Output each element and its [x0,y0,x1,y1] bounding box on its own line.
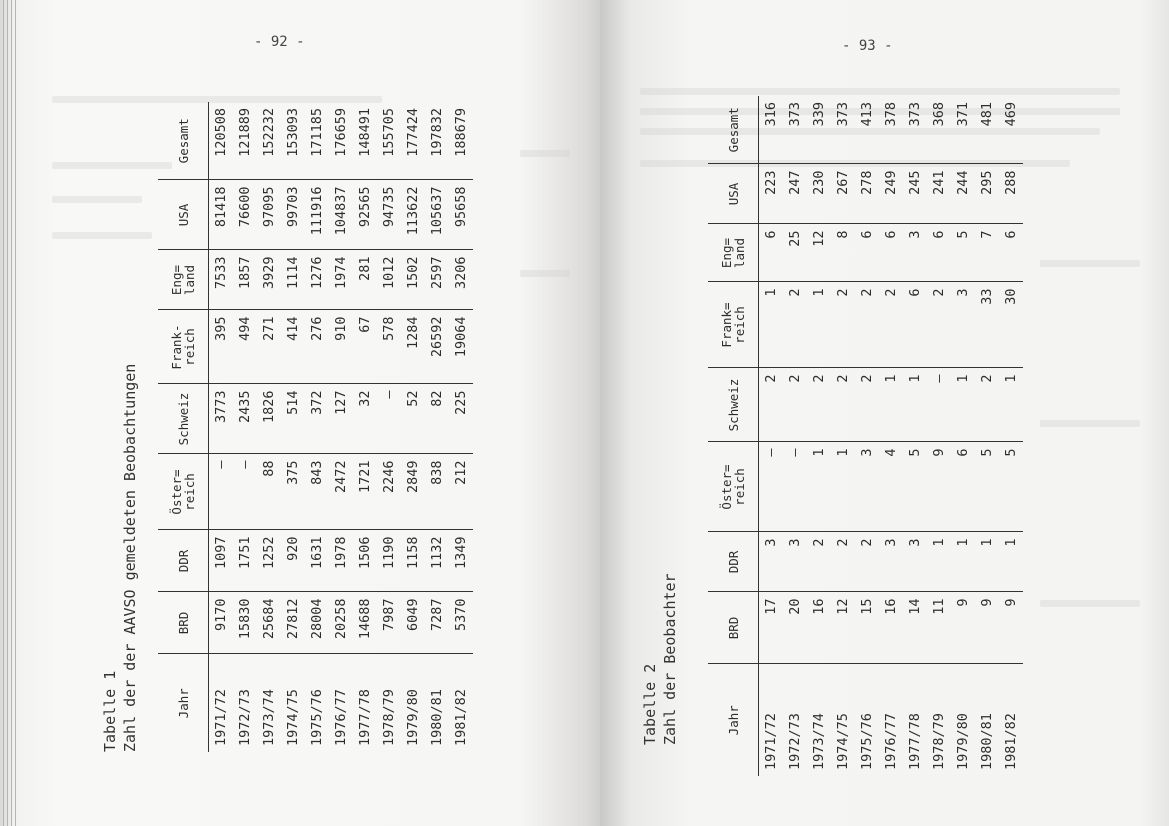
value-cell: 481 [975,96,999,164]
value-cell: 1 [951,532,975,592]
value-cell: 67 [353,310,377,384]
value-cell: 16 [807,592,831,664]
page-number: - 92 - [254,34,305,50]
year-cell: 1974/75 [831,664,855,776]
page-edge-line [7,0,8,826]
value-cell: 12 [807,224,831,282]
value-cell: 3 [855,442,879,532]
table-caption [100,364,140,752]
value-cell: – [209,454,234,530]
value-cell: 20 [783,592,807,664]
header-row [158,102,209,752]
table-row [209,102,234,752]
table-row [257,102,281,752]
value-cell: 30 [999,282,1023,368]
value-cell: 295 [975,164,999,224]
bleed-through-text [52,196,142,203]
value-cell: 99703 [281,180,305,250]
table-row [233,102,257,752]
value-cell: 121889 [233,102,257,180]
value-cell: 171185 [305,102,329,180]
value-cell: 16 [879,592,903,664]
value-cell: 177424 [401,102,425,180]
column-header: Schweiz [158,384,209,454]
bleed-through-text [52,162,172,169]
value-cell: 3 [879,532,903,592]
value-cell: 2 [879,282,903,368]
value-cell: 1097 [209,530,234,592]
value-cell: 15 [855,592,879,664]
value-cell: 1506 [353,530,377,592]
value-cell: – [233,454,257,530]
page-edge-line [15,0,16,826]
value-cell: 148491 [353,102,377,180]
column-header: Gesamt [158,102,209,180]
value-cell: 9 [999,592,1023,664]
value-cell: 17 [759,592,784,664]
value-cell: 3206 [449,250,473,310]
value-cell: 244 [951,164,975,224]
value-cell: 5370 [449,592,473,654]
value-cell: 278 [855,164,879,224]
table-observers [708,96,1023,776]
value-cell: 6 [855,224,879,282]
value-cell: 5 [999,442,1023,532]
value-cell: – [783,442,807,532]
value-cell: 2 [759,368,784,442]
table-row [807,96,831,776]
bleed-through-text [520,150,570,157]
value-cell: 92565 [353,180,377,250]
bleed-through-text [640,88,1120,95]
value-cell: 373 [903,96,927,164]
value-cell: 104837 [329,180,353,250]
value-cell: 316 [759,96,784,164]
value-cell: 6 [879,224,903,282]
table-observations [158,102,473,752]
value-cell: – [927,368,951,442]
year-cell: 1980/81 [975,664,999,776]
year-cell: 1973/74 [257,654,281,752]
column-header: Öster= reich [158,454,209,530]
value-cell: 20258 [329,592,353,654]
value-cell: 120508 [209,102,234,180]
value-cell: 1 [951,368,975,442]
value-cell: 1502 [401,250,425,310]
table-row [999,96,1023,776]
value-cell: 469 [999,96,1023,164]
table-row [305,102,329,752]
table-row [975,96,999,776]
table-row [449,102,473,752]
value-cell: 372 [305,384,329,454]
value-cell: 2 [855,282,879,368]
value-cell: 52 [401,384,425,454]
value-cell: 2 [831,282,855,368]
value-cell: – [377,384,401,454]
value-cell: 176659 [329,102,353,180]
value-cell: 378 [879,96,903,164]
value-cell: 1132 [425,530,449,592]
year-cell: 1981/82 [449,654,473,752]
value-cell: 1 [807,282,831,368]
bleed-through-text [1040,420,1140,427]
value-cell: 223 [759,164,784,224]
year-cell: 1977/78 [353,654,377,752]
value-cell: 920 [281,530,305,592]
value-cell: 368 [927,96,951,164]
column-header: BRD [708,592,759,664]
value-cell: 7533 [209,250,234,310]
value-cell: 1 [999,532,1023,592]
value-cell: 3 [903,532,927,592]
value-cell: 1826 [257,384,281,454]
value-cell: 230 [807,164,831,224]
table-row [377,102,401,752]
value-cell: 6 [951,442,975,532]
value-cell: 95658 [449,180,473,250]
table-observers-wrapper [708,96,1019,776]
year-cell: 1976/77 [879,664,903,776]
value-cell: 2 [807,532,831,592]
value-cell: 1252 [257,530,281,592]
bleed-through-text [1040,260,1140,267]
value-cell: 1190 [377,530,401,592]
table-row [927,96,951,776]
value-cell: 15830 [233,592,257,654]
year-cell: 1974/75 [281,654,305,752]
value-cell: 2 [855,532,879,592]
value-cell: 1974 [329,250,353,310]
table-row [951,96,975,776]
value-cell: 2 [831,368,855,442]
value-cell: 3 [759,532,784,592]
year-cell: 1971/72 [759,664,784,776]
value-cell: 2597 [425,250,449,310]
value-cell: 1012 [377,250,401,310]
value-cell: 7287 [425,592,449,654]
value-cell: 3 [951,282,975,368]
value-cell: 2 [855,368,879,442]
value-cell: 1 [927,532,951,592]
value-cell: 2 [927,282,951,368]
value-cell: 1 [759,282,784,368]
value-cell: 2849 [401,454,425,530]
value-cell: 152232 [257,102,281,180]
table-title: Zahl der der AAVSO gemeldeten Beobachtungen [121,363,139,752]
value-cell: 1 [879,368,903,442]
value-cell: 2 [831,532,855,592]
table-row [831,96,855,776]
column-header: Eng= land [708,224,759,282]
value-cell: 76600 [233,180,257,250]
value-cell: 1158 [401,530,425,592]
column-header: USA [708,164,759,224]
value-cell: 2435 [233,384,257,454]
value-cell: 25684 [257,592,281,654]
value-cell: 19064 [449,310,473,384]
value-cell: 1276 [305,250,329,310]
value-cell: 27812 [281,592,305,654]
value-cell: 2 [975,368,999,442]
bleed-through-text [1040,600,1140,607]
page-number: - 93 - [842,38,893,54]
value-cell: 910 [329,310,353,384]
value-cell: 578 [377,310,401,384]
page-edge-line [3,0,4,826]
value-cell: 267 [831,164,855,224]
value-cell: 271 [257,310,281,384]
value-cell: 1 [999,368,1023,442]
right-page [600,0,1169,826]
value-cell: 1978 [329,530,353,592]
value-cell: 1349 [449,530,473,592]
value-cell: 6 [903,282,927,368]
value-cell: 7 [975,224,999,282]
year-cell: 1972/73 [783,664,807,776]
year-cell: 1979/80 [401,654,425,752]
table-row [401,102,425,752]
year-cell: 1976/77 [329,654,353,752]
value-cell: 9 [951,592,975,664]
value-cell: 81418 [209,180,234,250]
value-cell: 1721 [353,454,377,530]
year-cell: 1979/80 [951,664,975,776]
table-row [879,96,903,776]
value-cell: 395 [209,310,234,384]
value-cell: 8 [831,224,855,282]
column-header: Frank- reich [158,310,209,384]
value-cell: 1 [807,442,831,532]
year-cell: 1971/72 [209,654,234,752]
value-cell: 9 [975,592,999,664]
value-cell: 288 [999,164,1023,224]
value-cell: 6049 [401,592,425,654]
table-caption [640,573,680,745]
value-cell: 1 [903,368,927,442]
value-cell: 127 [329,384,353,454]
column-header: Jahr [708,664,759,776]
column-header: Jahr [158,654,209,752]
value-cell: 5 [975,442,999,532]
column-header: Frank= reich [708,282,759,368]
year-cell: 1975/76 [305,654,329,752]
table-row [855,96,879,776]
year-cell: 1978/79 [927,664,951,776]
table-number: Tabelle 1 [101,670,119,752]
value-cell: 1114 [281,250,305,310]
year-cell: 1977/78 [903,664,927,776]
bleed-through-text [520,270,570,277]
bleed-through-text [52,232,152,239]
column-header: Schweiz [708,368,759,442]
table-row [329,102,353,752]
year-cell: 1972/73 [233,654,257,752]
value-cell: 113622 [401,180,425,250]
value-cell: 9 [927,442,951,532]
value-cell: 6 [999,224,1023,282]
value-cell: 1284 [401,310,425,384]
value-cell: 241 [927,164,951,224]
value-cell: 88 [257,454,281,530]
value-cell: 6 [759,224,784,282]
column-header: USA [158,180,209,250]
value-cell: 197832 [425,102,449,180]
table-number: Tabelle 2 [641,663,659,745]
year-cell: 1975/76 [855,664,879,776]
table-row [759,96,784,776]
value-cell: 1 [831,442,855,532]
table-row [783,96,807,776]
value-cell: 14688 [353,592,377,654]
table-row [281,102,305,752]
value-cell: 212 [449,454,473,530]
value-cell: 514 [281,384,305,454]
value-cell: 1857 [233,250,257,310]
value-cell: 7987 [377,592,401,654]
value-cell: 843 [305,454,329,530]
value-cell: 1631 [305,530,329,592]
value-cell: 247 [783,164,807,224]
value-cell: 3 [903,224,927,282]
value-cell: 14 [903,592,927,664]
value-cell: 26592 [425,310,449,384]
page-edge-line [11,0,12,826]
value-cell: 494 [233,310,257,384]
value-cell: 281 [353,250,377,310]
value-cell: 373 [831,96,855,164]
year-cell: 1973/74 [807,664,831,776]
value-cell: 105637 [425,180,449,250]
value-cell: 28004 [305,592,329,654]
value-cell: 2 [783,282,807,368]
value-cell: 153093 [281,102,305,180]
column-header: Gesamt [708,96,759,164]
year-cell: 1980/81 [425,654,449,752]
value-cell: 375 [281,454,305,530]
value-cell: – [759,442,784,532]
column-header: Öster= reich [708,442,759,532]
value-cell: 3929 [257,250,281,310]
column-header: Eng= land [158,250,209,310]
value-cell: 414 [281,310,305,384]
value-cell: 97095 [257,180,281,250]
value-cell: 249 [879,164,903,224]
year-cell: 1981/82 [999,664,1023,776]
value-cell: 188679 [449,102,473,180]
value-cell: 11 [927,592,951,664]
table-row [903,96,927,776]
table-row [425,102,449,752]
value-cell: 155705 [377,102,401,180]
year-cell: 1978/79 [377,654,401,752]
value-cell: 12 [831,592,855,664]
table-observations-wrapper [158,102,498,752]
table-title: Zahl der Beobachter [661,573,679,745]
value-cell: 1751 [233,530,257,592]
value-cell: 3773 [209,384,234,454]
value-cell: 1 [975,532,999,592]
value-cell: 5 [903,442,927,532]
value-cell: 4 [879,442,903,532]
value-cell: 413 [855,96,879,164]
value-cell: 25 [783,224,807,282]
value-cell: 94735 [377,180,401,250]
table-row [353,102,377,752]
value-cell: 373 [783,96,807,164]
value-cell: 225 [449,384,473,454]
value-cell: 2246 [377,454,401,530]
value-cell: 33 [975,282,999,368]
value-cell: 371 [951,96,975,164]
value-cell: 111916 [305,180,329,250]
column-header: DDR [158,530,209,592]
value-cell: 276 [305,310,329,384]
value-cell: 2472 [329,454,353,530]
value-cell: 6 [927,224,951,282]
value-cell: 32 [353,384,377,454]
value-cell: 9170 [209,592,234,654]
column-header: DDR [708,532,759,592]
value-cell: 838 [425,454,449,530]
header-row [708,96,759,776]
value-cell: 3 [783,532,807,592]
value-cell: 2 [807,368,831,442]
value-cell: 245 [903,164,927,224]
value-cell: 82 [425,384,449,454]
column-header: BRD [158,592,209,654]
value-cell: 2 [783,368,807,442]
value-cell: 5 [951,224,975,282]
value-cell: 339 [807,96,831,164]
